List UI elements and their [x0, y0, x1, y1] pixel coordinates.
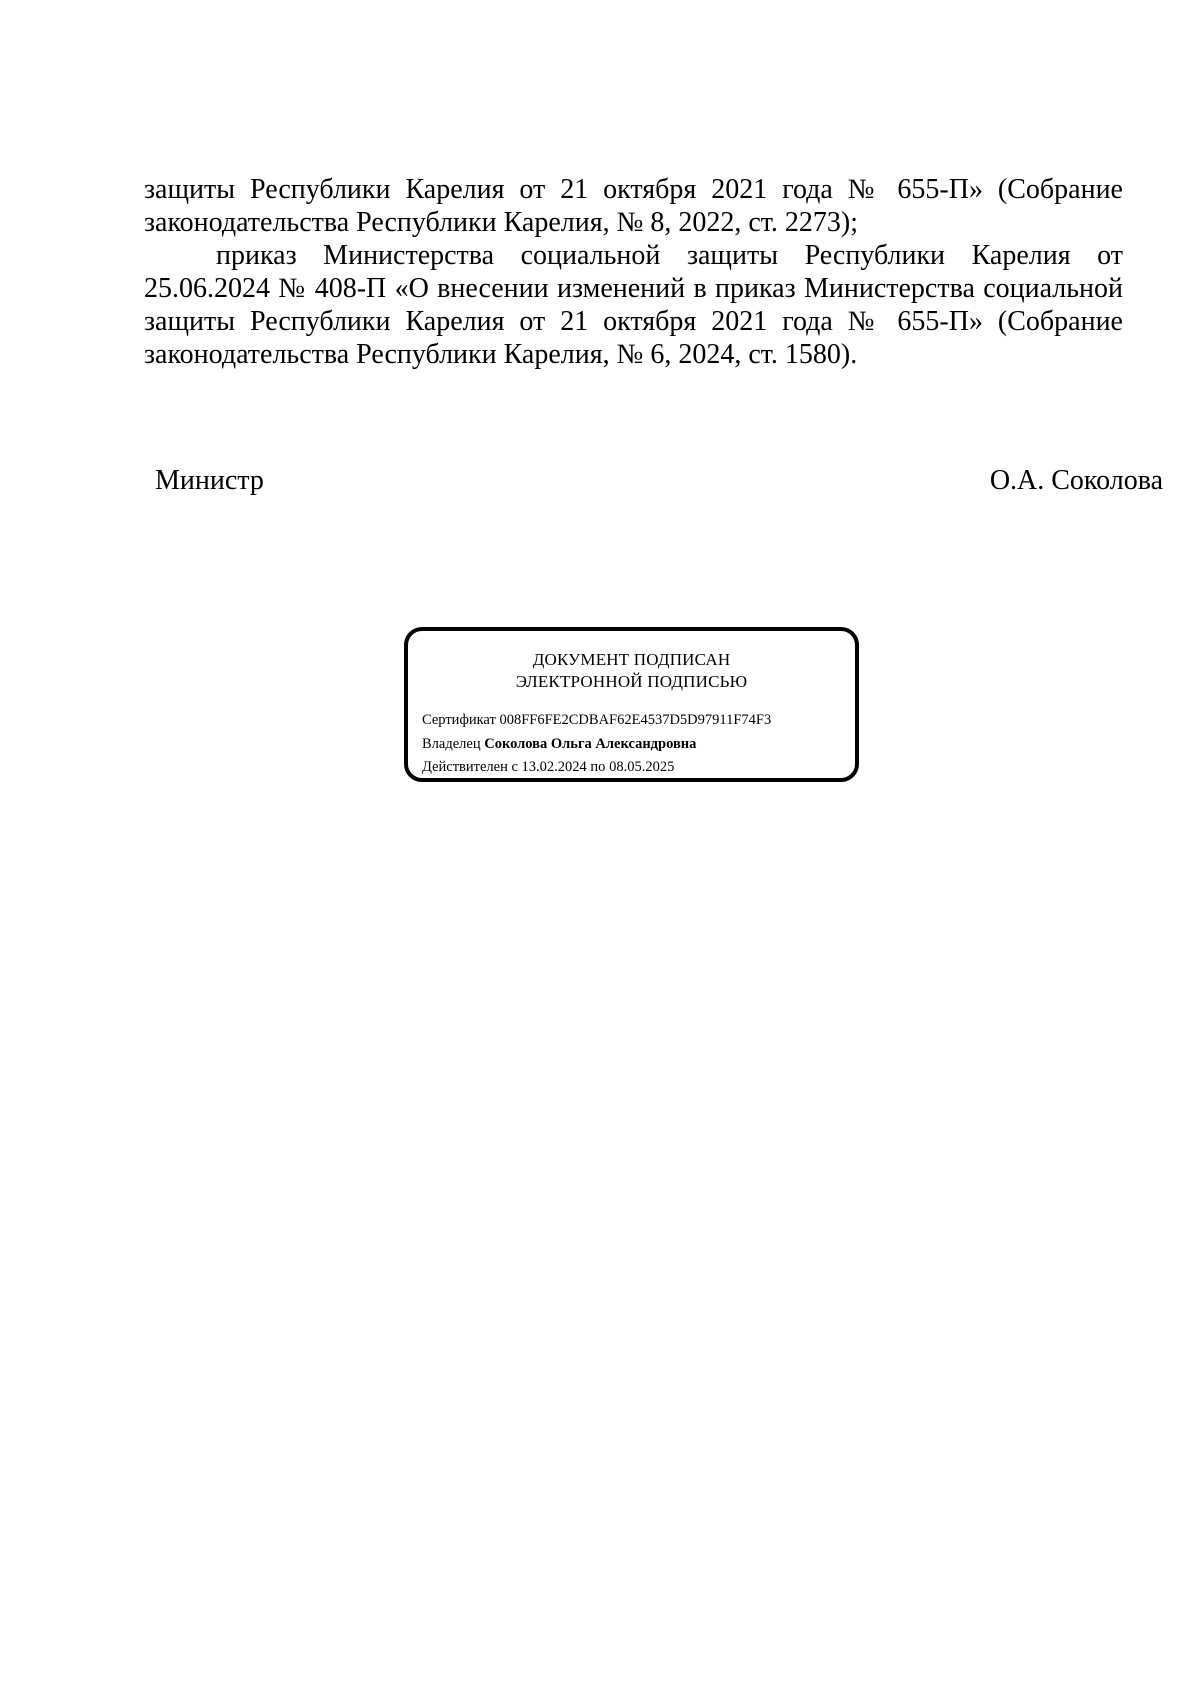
electronic-signature-stamp: [404, 627, 859, 782]
signatory-name: О.А. Соколова: [989, 465, 1163, 496]
certificate-label: Сертификат: [422, 712, 496, 728]
body-text: [144, 173, 1123, 371]
stamp-certificate-line: [422, 711, 771, 729]
stamp-header-line1: ДОКУМЕНТ ПОДПИСАН: [532, 650, 731, 669]
owner-label: Владелец: [422, 736, 481, 752]
stamp-header-line2: ЭЛЕКТРОННОЙ ПОДПИСЬЮ: [515, 672, 748, 691]
paragraph-continuation: защиты Республики Карелия от 21 октября 2021 года № 655-П» (Собрание законодательства Республики Карелия, № 8, 2022, ст. 2273);: [144, 174, 1123, 238]
signatory-title: Министр: [155, 465, 264, 496]
valid-to-date: 08.05.2025: [609, 759, 675, 775]
stamp-header: [408, 649, 855, 693]
owner-value: Соколова Ольга Александровна: [484, 736, 697, 752]
valid-label: Действителен: [422, 759, 508, 775]
stamp-validity-line: [422, 758, 674, 776]
stamp-owner-line: [422, 735, 696, 753]
paragraph-order-reference: приказ Министерства социальной защиты Республики Карелия от 25.06.2024 № 408-П «О внесении изменений в приказ Министерства социальной защиты Республики Карелия от 21 октября 2021 года № 655-П» (Собрание законодательства Республики Карелия, № 6, 2024, ст. 1580).: [144, 240, 1123, 370]
valid-from-label: с: [511, 759, 518, 775]
certificate-value: 008FF6FE2CDBAF62E4537D5D97911F74F3: [499, 712, 772, 728]
valid-to-label: по: [590, 759, 606, 775]
valid-from-date: 13.02.2024: [521, 759, 587, 775]
